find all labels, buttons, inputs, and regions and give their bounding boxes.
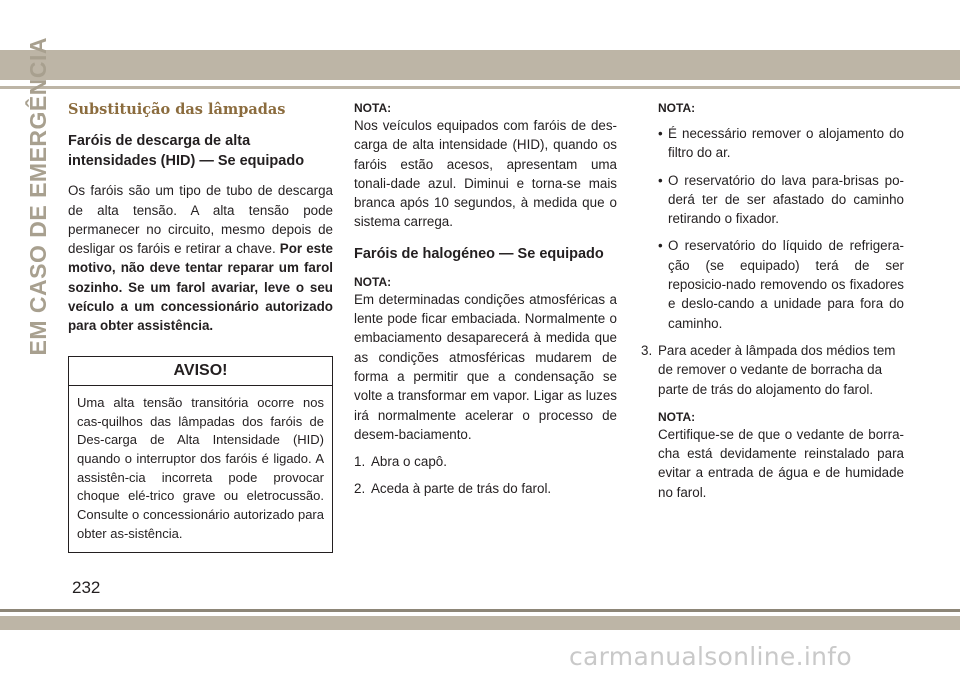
hid-text: Os faróis são um tipo de tubo de descarga de alta tensão. A alta tensão pode permanecer no circuito, mesmo depois de desligar os faróis e retirar a chave. bbox=[68, 183, 333, 257]
list-item bbox=[641, 236, 904, 332]
chapter-side-tab-label: EM CASO DE EMERGÊNCIA bbox=[24, 36, 51, 355]
note-label: NOTA: bbox=[354, 101, 392, 115]
halogen-heading: Faróis de halogéneo — Se equipado bbox=[354, 245, 604, 262]
list-item bbox=[354, 452, 617, 471]
list-item bbox=[641, 341, 904, 399]
step-number: 1. bbox=[354, 454, 366, 470]
section-title: Substituição das lâmpadas bbox=[68, 101, 286, 118]
note-label: NOTA: bbox=[354, 274, 392, 289]
bullet-text: O reservatório do líquido de refrigera-ção (se equipado) terá de ser reposicio-nado removendo os fixadores e deslo-cando a unidade para fora do caminho. bbox=[668, 238, 904, 331]
note-label: NOTA: bbox=[658, 409, 696, 424]
chapter-side-tab bbox=[18, 36, 58, 355]
bullet-icon: • bbox=[658, 238, 663, 254]
page-number: 232 bbox=[72, 578, 101, 597]
column-2 bbox=[354, 100, 617, 499]
footer-band bbox=[0, 616, 960, 630]
note-label: NOTA: bbox=[658, 101, 696, 115]
note-text: Nos veículos equipados com faróis de des-carga de alta intensidade (HID), quando os faróis estão acesos, apresentam uma tonali-dade azul. Diminui e torna-se mais branca após 10 segundos, à medida que o sistema carrega. bbox=[354, 118, 617, 230]
list-item bbox=[354, 479, 617, 498]
header-band bbox=[0, 50, 960, 80]
watermark: carmanualsonline.info bbox=[569, 642, 852, 671]
note-text: Certifique-se de que o vedante de borra-cha está devidamente reinstalado para evitar a entrada de água e de humidade no farol. bbox=[658, 426, 904, 500]
step-number: 3. bbox=[641, 342, 653, 358]
list-item bbox=[641, 124, 904, 163]
bullet-icon: • bbox=[658, 172, 663, 188]
hid-bold-text: Por este motivo, não deve tentar reparar um farol sozinho. Se um farol avariar, leve o seu veículo a um concessionário autorizado para obter assistência. bbox=[68, 241, 333, 334]
hid-paragraph bbox=[68, 181, 333, 335]
list-item bbox=[641, 171, 904, 229]
bullet-text: O reservatório do lava para-brisas po-derá ter de ser afastado do caminho retirando o fixador. bbox=[668, 172, 904, 227]
warning-text: Uma alta tensão transitória ocorre nos cas-quilhos das lâmpadas dos faróis de Des-carga de Alta Intensidade (HID) quando o interruptor dos faróis é ligado. A assistên-cia incorreta pode provocar choque elé-trico grave ou eletrocussão. Consulte o concessionário autorizado para obter as-sistência. bbox=[77, 394, 324, 541]
step-text: Abra o capô. bbox=[371, 454, 447, 470]
warning-box bbox=[68, 356, 333, 553]
column-1 bbox=[68, 100, 333, 553]
header-rule bbox=[0, 86, 960, 89]
warning-title: AVISO! bbox=[69, 357, 332, 386]
bullet-text: É necessário remover o alojamento do filtro do ar. bbox=[668, 126, 904, 161]
bullet-icon: • bbox=[658, 126, 663, 141]
step-number: 2. bbox=[354, 481, 366, 497]
step-text: Para aceder à lâmpada dos médios tem de remover o vedante de borracha da parte de trás do alojamento do farol. bbox=[658, 342, 896, 397]
step-text: Aceda à parte de trás do farol. bbox=[371, 481, 552, 497]
column-3 bbox=[641, 100, 904, 502]
footer-rule bbox=[0, 609, 960, 612]
note-text: Em determinadas condições atmosféricas a lente pode ficar embaciada. Normalmente o embaciamento desaparecerá à medida que as condições atmosféricas mudarem de forma a permitir que a condensação se volte a transformar em vapor. Ligar as luzes irá normalmente acelerar o processo de desem-baciamento. bbox=[354, 291, 617, 442]
hid-heading: Faróis de descarga de alta intensidades (HID) — Se equipado bbox=[68, 133, 305, 170]
